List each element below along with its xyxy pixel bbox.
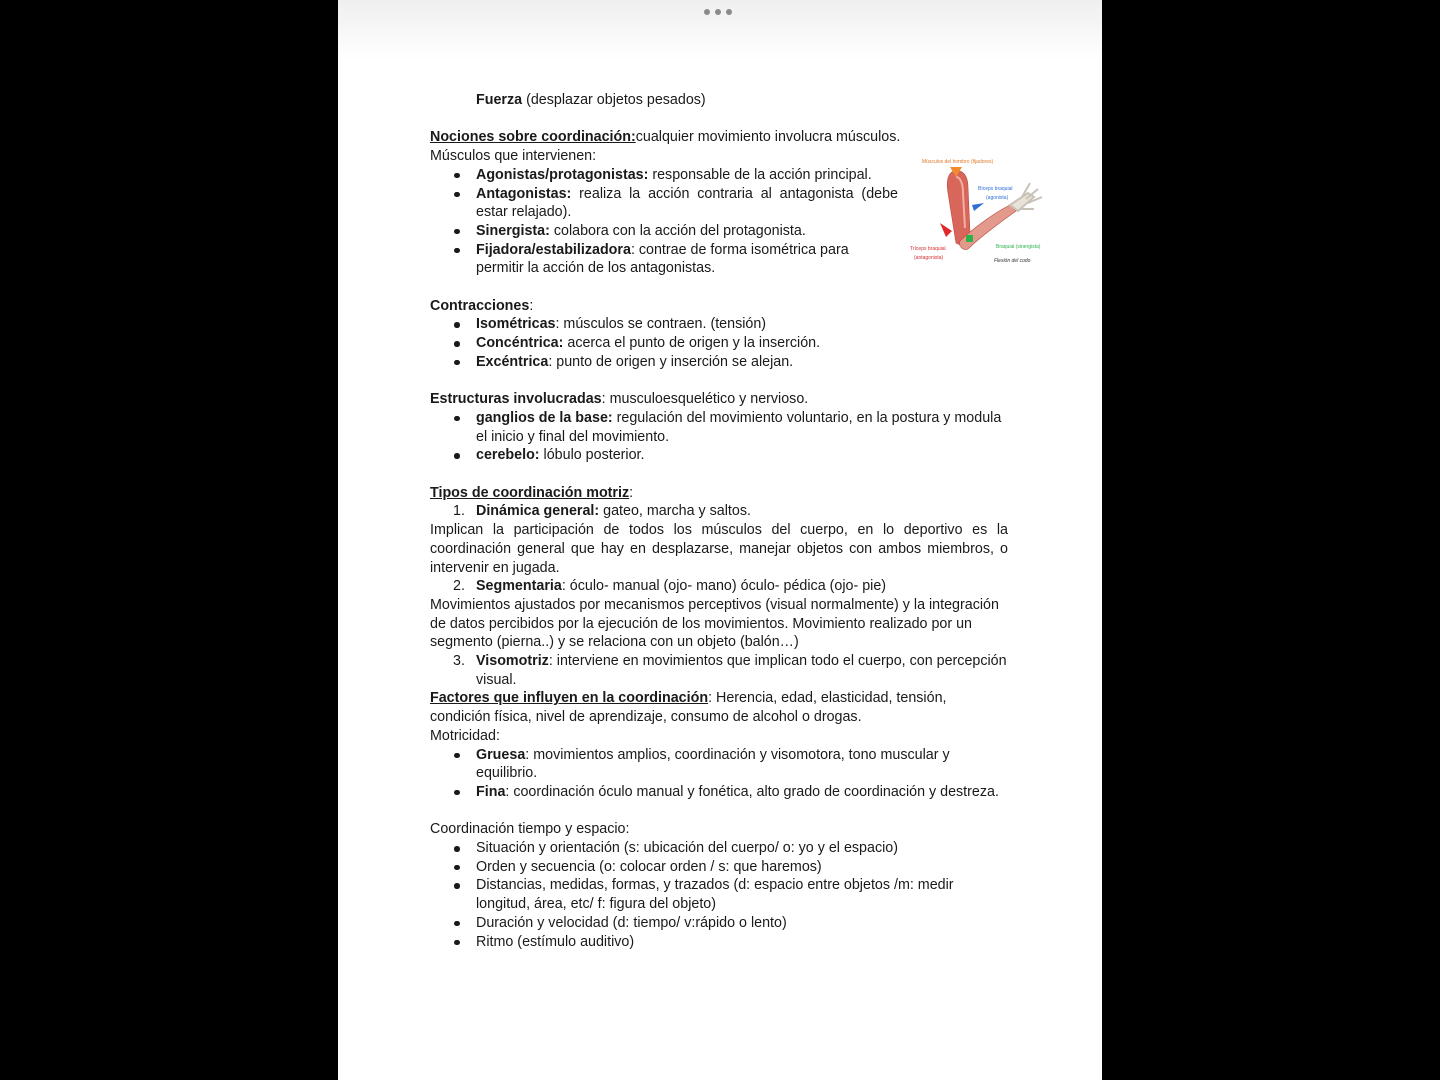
figure-label-flexion: Flexión del codo <box>994 258 1031 264</box>
list-item: Orden y secuencia (o: colocar orden / s: que haremos) <box>430 858 1008 877</box>
antagonist-arrow <box>940 223 952 237</box>
figure-label-triceps: Tríceps braquial <box>910 246 946 252</box>
list-item: Fina: coordinación óculo manual y fonética, alto grado de coordinación y destreza. <box>430 783 1008 802</box>
document-page <box>338 0 1102 1080</box>
tiempo-heading: Coordinación tiempo y espacio: <box>430 821 630 838</box>
motricidad-heading: Motricidad: <box>430 727 500 744</box>
nociones-sub: Músculos que intervienen: <box>430 148 597 165</box>
list-item: Gruesa: movimientos amplios, coordinación y visomotora, tono muscular y equilibrio. <box>430 746 1008 783</box>
more-horizontal-icon[interactable] <box>704 9 732 15</box>
list-item: Agonistas/protagonistas: responsable de la acción principal. <box>430 166 898 185</box>
figure-label-triceps-role: (antagonista) <box>914 255 944 261</box>
synergist-marker <box>966 235 973 242</box>
figure-label-fijadores: Músculos del hombro (fijadores) <box>922 159 994 165</box>
figure-label-biceps-role: (agonista) <box>986 195 1009 201</box>
tipos-paragraph-1: Implican la participación de todos los músculos del cuerpo, en lo deportivo es la coordinación general que hay en desplazarse, manejar objetos con ambos miembros, o intervenir en jugada. <box>430 522 1008 576</box>
factores-paragraph: Factores que influyen en la coordinación: Herencia, edad, elasticidad, tensión, condición física, nivel de aprendizaje, consumo de alcohol o drogas. <box>430 690 947 726</box>
figure-label-braquial: Braquial (sinergista) <box>996 244 1041 250</box>
tipos-paragraph-2: Movimientos ajustados por mecanismos perceptivos (visual normalmente) y la integración de datos percibidos por la ejecución de los movimientos. Movimiento realizado por un segmento (pierna..) y se relaciona con un objeto (balón…) <box>430 596 999 651</box>
list-item: Excéntrica: punto de origen y inserción se alejan. <box>430 353 1008 372</box>
list-item: Ritmo (estímulo auditivo) <box>430 933 1008 952</box>
estructuras-list <box>430 409 1008 465</box>
numbered-item-1: 1. Dinámica general: gateo, marcha y saltos. <box>453 503 751 520</box>
list-item: Concéntrica: acerca el punto de origen y la inserción. <box>430 334 1008 353</box>
nociones-heading: Nociones sobre coordinación:cualquier movimiento involucra músculos. <box>430 129 901 146</box>
list-item: Duración y velocidad (d: tiempo/ v:rápido o lento) <box>430 914 1008 933</box>
hand-shape <box>1010 183 1042 211</box>
list-item: Antagonistas: realiza la acción contraria al antagonista (debe estar relajado). <box>430 185 898 222</box>
fuerza-line: Fuerza (desplazar objetos pesados) <box>476 92 706 108</box>
tipos-heading: Tipos de coordinación motriz: <box>430 484 634 501</box>
upper-arm-shape <box>947 171 970 245</box>
list-item: cerebelo: lóbulo posterior. <box>430 446 1008 465</box>
estructuras-heading: Estructuras involucradas: musculoesquelético y nervioso. <box>430 391 809 408</box>
contracciones-list <box>430 315 1008 371</box>
arm-muscles-figure <box>910 153 1062 273</box>
figure-label-biceps: Bíceps braquial <box>978 186 1013 192</box>
list-item: Distancias, medidas, formas, y trazados (d: espacio entre objetos /m: medir longitud, área, etc/ f: figura del objeto) <box>430 876 1008 913</box>
numbered-item-2: 2. Segmentaria: óculo- manual (ojo- mano) óculo- pédica (ojo- pie) <box>453 578 887 595</box>
motricidad-list <box>430 746 1008 802</box>
list-item: Sinergista: colabora con la acción del protagonista. <box>430 222 898 241</box>
contracciones-heading: Contracciones: <box>430 297 534 314</box>
muscles-list <box>430 166 898 278</box>
numbered-item-3: 3. Visomotriz: interviene en movimientos que implican todo el cuerpo, con percepción visual. <box>453 653 1007 688</box>
list-item: ganglios de la base: regulación del movimiento voluntario, en la postura y modula el inicio y final del movimiento. <box>430 409 1008 446</box>
list-item: Fijadora/estabilizadora: contrae de forma isométrica para permitir la acción de los antagonistas. <box>430 241 898 278</box>
list-item: Situación y orientación (s: ubicación del cuerpo/ o: yo y el espacio) <box>430 839 1008 858</box>
list-item: Isométricas: músculos se contraen. (tensión) <box>430 315 1008 334</box>
agonist-arrow <box>972 203 984 211</box>
tiempo-list <box>430 839 1008 951</box>
